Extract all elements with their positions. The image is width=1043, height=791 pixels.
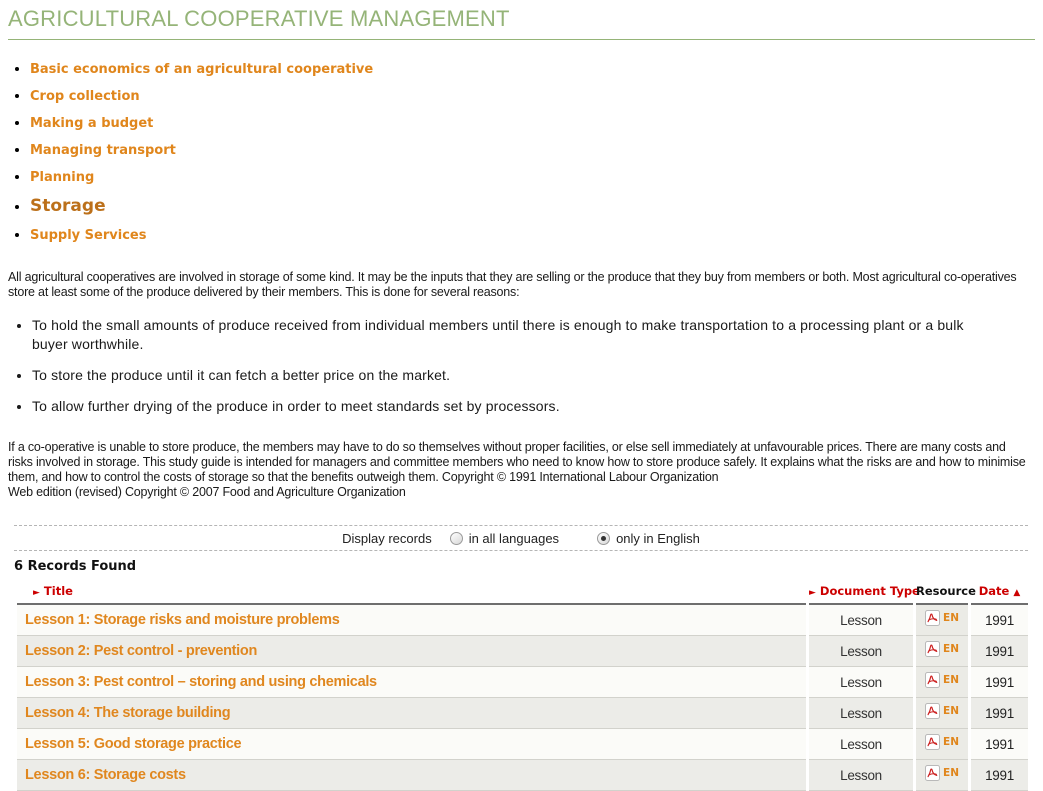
resource-language-label: EN xyxy=(943,766,959,779)
topic-item-making-a-budget xyxy=(30,114,1043,132)
pdf-icon xyxy=(925,672,940,688)
topic-item-basic-economics-of-an-agricultural-cooperative xyxy=(30,60,1043,78)
web-edition-copyright: Web edition (revised) Copyright © 2007 Food and Agriculture Organization xyxy=(8,485,406,499)
topic-link-basic-economics-of-an-agricultural-cooperative[interactable]: Basic economics of an agricultural cooperative xyxy=(30,62,374,77)
result-title-link[interactable]: Lesson 1: Storage risks and moisture problems xyxy=(25,612,340,628)
result-date: 1991 xyxy=(971,667,1028,698)
result-title-link[interactable]: Lesson 5: Good storage practice xyxy=(25,736,242,752)
topic-item-supply-services xyxy=(30,226,1043,244)
topic-item-planning xyxy=(30,168,1043,186)
pdf-icon xyxy=(925,765,940,781)
result-document-type: Lesson xyxy=(809,729,913,760)
result-document-type: Lesson xyxy=(809,605,913,636)
result-title-cell xyxy=(17,667,806,698)
sort-icon: ▲ xyxy=(1013,588,1021,598)
topic-link-planning[interactable]: Planning xyxy=(30,170,95,185)
result-resource-cell xyxy=(916,729,968,760)
pdf-download-link[interactable] xyxy=(925,703,959,719)
page-title: AGRICULTURAL COOPERATIVE MANAGEMENT xyxy=(8,6,510,31)
reason-item: • To hold the small amounts of produce received from individual members until there is enough to make transportation to a processing plant or a bulk buyer worthwhile. xyxy=(32,316,1003,354)
records-count: 6 Records Found xyxy=(14,559,137,574)
pdf-download-link[interactable] xyxy=(925,610,959,626)
topic-item-storage xyxy=(30,196,1043,216)
sort-icon: ► xyxy=(33,588,40,598)
result-resource-cell xyxy=(916,760,968,791)
radio-option-label: only in English xyxy=(616,530,700,546)
topic-link-supply-services[interactable]: Supply Services xyxy=(30,228,147,243)
result-document-type: Lesson xyxy=(809,698,913,729)
language-filter-bar xyxy=(14,525,1028,551)
radio-unselected-icon[interactable] xyxy=(450,532,463,545)
sort-icon: ► xyxy=(809,588,816,598)
storage-reasons-list xyxy=(32,316,1003,416)
result-title-cell xyxy=(17,760,806,791)
result-row-5 xyxy=(17,729,1028,760)
result-title-cell xyxy=(17,698,806,729)
pdf-icon xyxy=(925,610,940,626)
pdf-icon xyxy=(925,641,940,657)
pdf-download-link[interactable] xyxy=(925,734,959,750)
radio-option-label: in all languages xyxy=(468,530,560,546)
result-date: 1991 xyxy=(971,698,1028,729)
result-title-link[interactable]: Lesson 4: The storage building xyxy=(25,705,231,721)
result-title-cell xyxy=(17,605,806,636)
filter-options xyxy=(450,531,700,546)
result-date: 1991 xyxy=(971,760,1028,791)
result-resource-cell xyxy=(916,636,968,667)
radio-option-in-all-languages[interactable] xyxy=(450,531,559,546)
radio-option-only-in-english[interactable] xyxy=(597,531,700,546)
result-row-2 xyxy=(17,636,1028,667)
result-title-cell xyxy=(17,729,806,760)
page-header xyxy=(8,6,1035,40)
reason-item: • To allow further drying of the produce in order to meet standards set by processors. xyxy=(32,397,1003,416)
column-header-document-type[interactable]: ► Document Type xyxy=(809,580,913,605)
radio-selected-icon[interactable] xyxy=(597,532,610,545)
result-document-type: Lesson xyxy=(809,636,913,667)
topic-link-storage[interactable]: Storage xyxy=(30,196,106,216)
topic-item-crop-collection xyxy=(30,87,1043,105)
result-row-4 xyxy=(17,698,1028,729)
results-header-row xyxy=(17,580,1028,605)
column-header-title[interactable]: ► Title xyxy=(17,580,806,605)
pdf-download-link[interactable] xyxy=(925,672,959,688)
topic-link-making-a-budget[interactable]: Making a budget xyxy=(30,116,154,131)
topic-link-managing-transport[interactable]: Managing transport xyxy=(30,143,176,158)
intro-paragraph-2: If a co-operative is unable to store produce, the members may have to do so themselves without proper facilities, or else sell immediately at unfavourable prices. There are many costs and risks involved in storage. This study guide is intended for managers and committee members who need to know how to store produce safely. It explains what the risks are and how to minimise them, and how to control the costs of storage so that the benefits outweigh them. Copyright © 1991 International Labour Organization xyxy=(8,440,1026,484)
result-date: 1991 xyxy=(971,605,1028,636)
intro-paragraph-1: All agricultural cooperatives are involved in storage of some kind. It may be the inputs that they are selling or the produce that they buy from members or both. Most agricultural co-operatives store at least some of the produce delivered by their members. This is done for several reasons: xyxy=(8,270,1017,299)
result-document-type: Lesson xyxy=(809,760,913,791)
result-document-type: Lesson xyxy=(809,667,913,698)
topic-link-crop-collection[interactable]: Crop collection xyxy=(30,89,140,104)
resource-language-label: EN xyxy=(943,611,959,624)
column-header-date[interactable]: Date ▲ xyxy=(971,580,1028,605)
result-title-link[interactable]: Lesson 2: Pest control - prevention xyxy=(25,643,258,659)
results-table xyxy=(14,580,1031,791)
result-row-6 xyxy=(17,760,1028,791)
resource-language-label: EN xyxy=(943,704,959,717)
pdf-download-link[interactable] xyxy=(925,765,959,781)
result-date: 1991 xyxy=(971,636,1028,667)
topic-item-managing-transport xyxy=(30,141,1043,159)
resource-language-label: EN xyxy=(943,673,959,686)
column-header-resource: Resource xyxy=(916,580,968,605)
pdf-download-link[interactable] xyxy=(925,641,959,657)
result-resource-cell xyxy=(916,667,968,698)
result-date: 1991 xyxy=(971,729,1028,760)
result-row-1 xyxy=(17,605,1028,636)
result-resource-cell xyxy=(916,698,968,729)
result-title-link[interactable]: Lesson 6: Storage costs xyxy=(25,767,186,783)
result-resource-cell xyxy=(916,605,968,636)
resource-language-label: EN xyxy=(943,735,959,748)
resource-language-label: EN xyxy=(943,642,959,655)
pdf-icon xyxy=(925,734,940,750)
display-records-label: Display records xyxy=(342,530,432,546)
results-table-body xyxy=(17,605,1028,791)
reason-item: • To store the produce until it can fetch a better price on the market. xyxy=(32,366,1003,385)
result-row-3 xyxy=(17,667,1028,698)
result-title-link[interactable]: Lesson 3: Pest control – storing and using chemicals xyxy=(25,674,377,690)
topics-list xyxy=(30,60,1043,244)
pdf-icon xyxy=(925,703,940,719)
result-title-cell xyxy=(17,636,806,667)
